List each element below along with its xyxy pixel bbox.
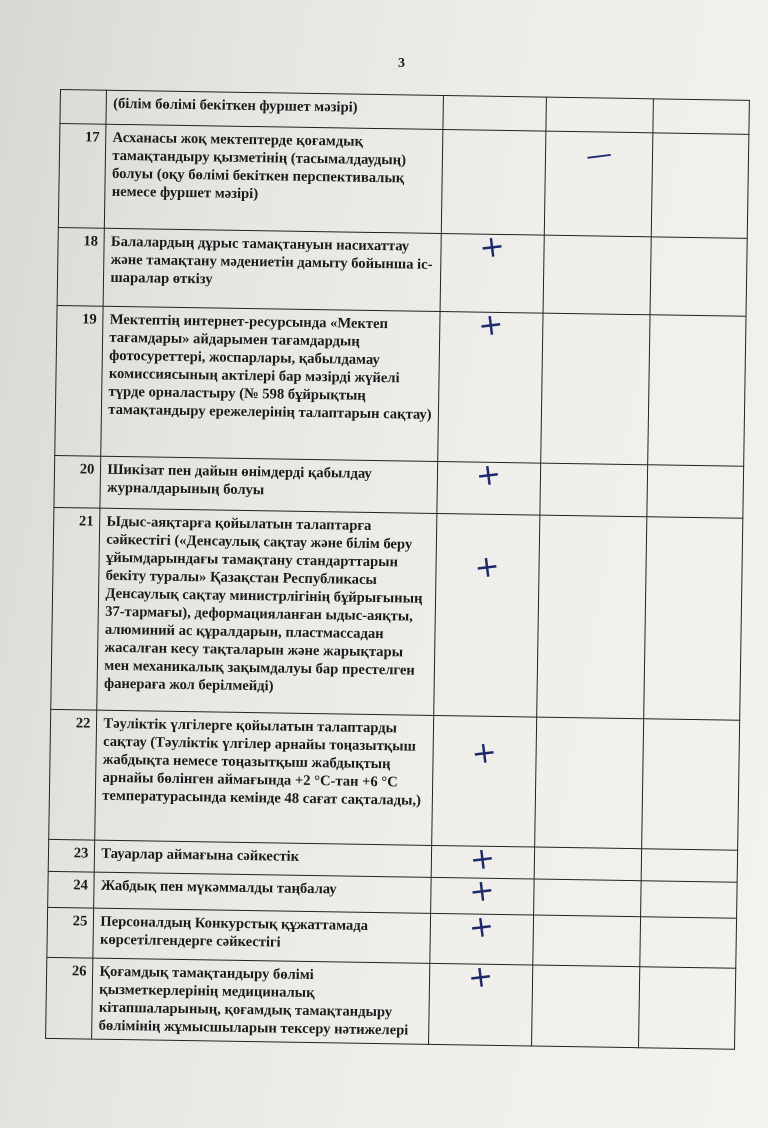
mark-cell-3 (643, 517, 742, 720)
row-number: 18 (57, 227, 105, 306)
mark-cell-3 (641, 719, 739, 850)
checklist-rows (46, 90, 750, 1050)
plus-mark: + (467, 908, 497, 947)
mark-cell-1 (441, 130, 546, 236)
row-number: 21 (51, 507, 101, 710)
table-row (55, 305, 746, 466)
plus-mark: + (466, 958, 496, 997)
mark-cell-2 (533, 915, 641, 967)
mark-cell-2 (541, 313, 650, 465)
row-requirement: Асханасы жоқ мектептерде қоғамдық тамақтандыру қызметінің (тасымалдаудың) болуы (оқу бөлімі бекіткен перспективалық немесе фуршет мәзірі) (105, 124, 443, 233)
plus-mark: + (472, 548, 503, 587)
plus-mark: + (467, 872, 497, 911)
row-requirement: Шикізат пен дайын өнімдерді қабылдау журналдарының болуы (100, 456, 437, 513)
row-requirement: Персоналдың Конкурстық құжаттамада көрсетілгендерге сәйкестігі (93, 908, 430, 963)
mark-cell-1 (430, 908, 534, 965)
mark-cell-2 (543, 235, 651, 315)
table-row (57, 227, 747, 316)
mark-cell-1 (440, 228, 544, 314)
mark-cell-1 (434, 513, 540, 717)
mark-cell-1 (437, 456, 541, 515)
mark-cell-1 (443, 96, 546, 132)
row-number: 26 (46, 957, 94, 1039)
row-number: 17 (58, 124, 106, 229)
row-number: 19 (55, 305, 104, 456)
row-requirement: Ыдыс-аяқтарға қойылатын талаптарға сәйкестігі («Денсаулық сақтау және білім беру ұйымдарындағы тамақтану стандарттарын бекіту туралы» Қазақстан Республикасы Денсаулық сақтау министрлігінің бұйрығының 37-тармағы), деформацияланған ыдыс-аяқты, алюминий ас құралдарын, пластмассадан жасалған кесу тақталарын және жарықтары мен механикалық зақымдалуы бар престелген фанераға жол берілмейді) (97, 508, 437, 715)
row-number: 22 (49, 709, 97, 840)
plus-mark: + (476, 306, 506, 345)
mark-cell-3 (638, 967, 736, 1050)
table-row (58, 124, 749, 239)
mark-cell-1 (432, 715, 537, 847)
plus-mark: + (477, 228, 508, 267)
mark-cell-2 (535, 717, 644, 849)
table-row (46, 957, 736, 1049)
plus-mark: + (474, 456, 504, 495)
mark-cell-1 (429, 958, 533, 1046)
row-requirement: Тауарлар аймағына сәйкестік (95, 840, 432, 877)
dash-mark: — (584, 138, 614, 172)
mark-cell-2 (533, 879, 640, 917)
row-requirement: Тәуліктік үлгілерге қойылатын талаптарды сақтау (Тәуліктік үлгілер арнайы тоңазытқыш жабдықта немесе тоңазытқыш жабдықтың арнайы бөлінген аймағында +2 °С-тан +6 °С температурасында кемінде 48 сағат сақталады,) (95, 710, 434, 845)
row-requirement: Жабдық пен мүкәммалды таңбалау (94, 872, 431, 913)
mark-cell-3 (647, 315, 746, 466)
mark-cell-3 (640, 881, 737, 919)
row-number: 25 (47, 907, 94, 958)
mark-cell-3 (639, 917, 736, 969)
row-number: 20 (54, 455, 101, 508)
mark-cell-2 (537, 515, 647, 719)
mark-cell-3 (641, 849, 738, 883)
table-row (49, 709, 740, 850)
row-number: 23 (48, 839, 95, 872)
mark-cell-2 (546, 97, 653, 133)
mark-cell-2 (534, 847, 641, 881)
row-requirement: Балалардың дұрыс тамақтануын насихаттау және тамақтану мәдениетін дамыту бойынша іс-шаралар өткізу (103, 228, 441, 311)
row-number (60, 90, 107, 125)
row-requirement: Мектептің интернет-ресурсында «Мектеп тағамдары» айдарымен тағамдардың фотосуреттері, жоспарлары, қабылдамау комиссиясының актілері бар мәзірді жүйелі түрде орналастыру (№ 598 бұйрықтың тамақтандыру ережелерінің талаптарын сақтау) (101, 306, 440, 461)
mark-cell-3 (651, 133, 749, 239)
mark-cell-3 (653, 99, 750, 135)
row-requirement: Қоғамдық тамақтандыру бөлімі қызметкерлерінің медициналық кітапшаларының, қоғамдық тамақтандыру бөлімінің жұмысшыларын тексеру нәтижелері (92, 958, 430, 1044)
plus-mark: + (468, 840, 498, 879)
mark-cell-3 (647, 465, 744, 519)
mark-cell-1 (438, 306, 543, 463)
page-number: 3 (398, 56, 405, 71)
mark-cell-2 (540, 463, 648, 517)
plus-mark: + (469, 734, 500, 773)
checklist-table (45, 89, 750, 1050)
table-row (51, 507, 743, 720)
mark-cell-2 (531, 965, 639, 1048)
row-requirement: (білім бөлімі бекіткен фуршет мәзірі) (106, 90, 443, 129)
mark-cell-3 (650, 237, 748, 317)
mark-cell-2 (544, 131, 652, 237)
row-number: 24 (48, 871, 95, 908)
